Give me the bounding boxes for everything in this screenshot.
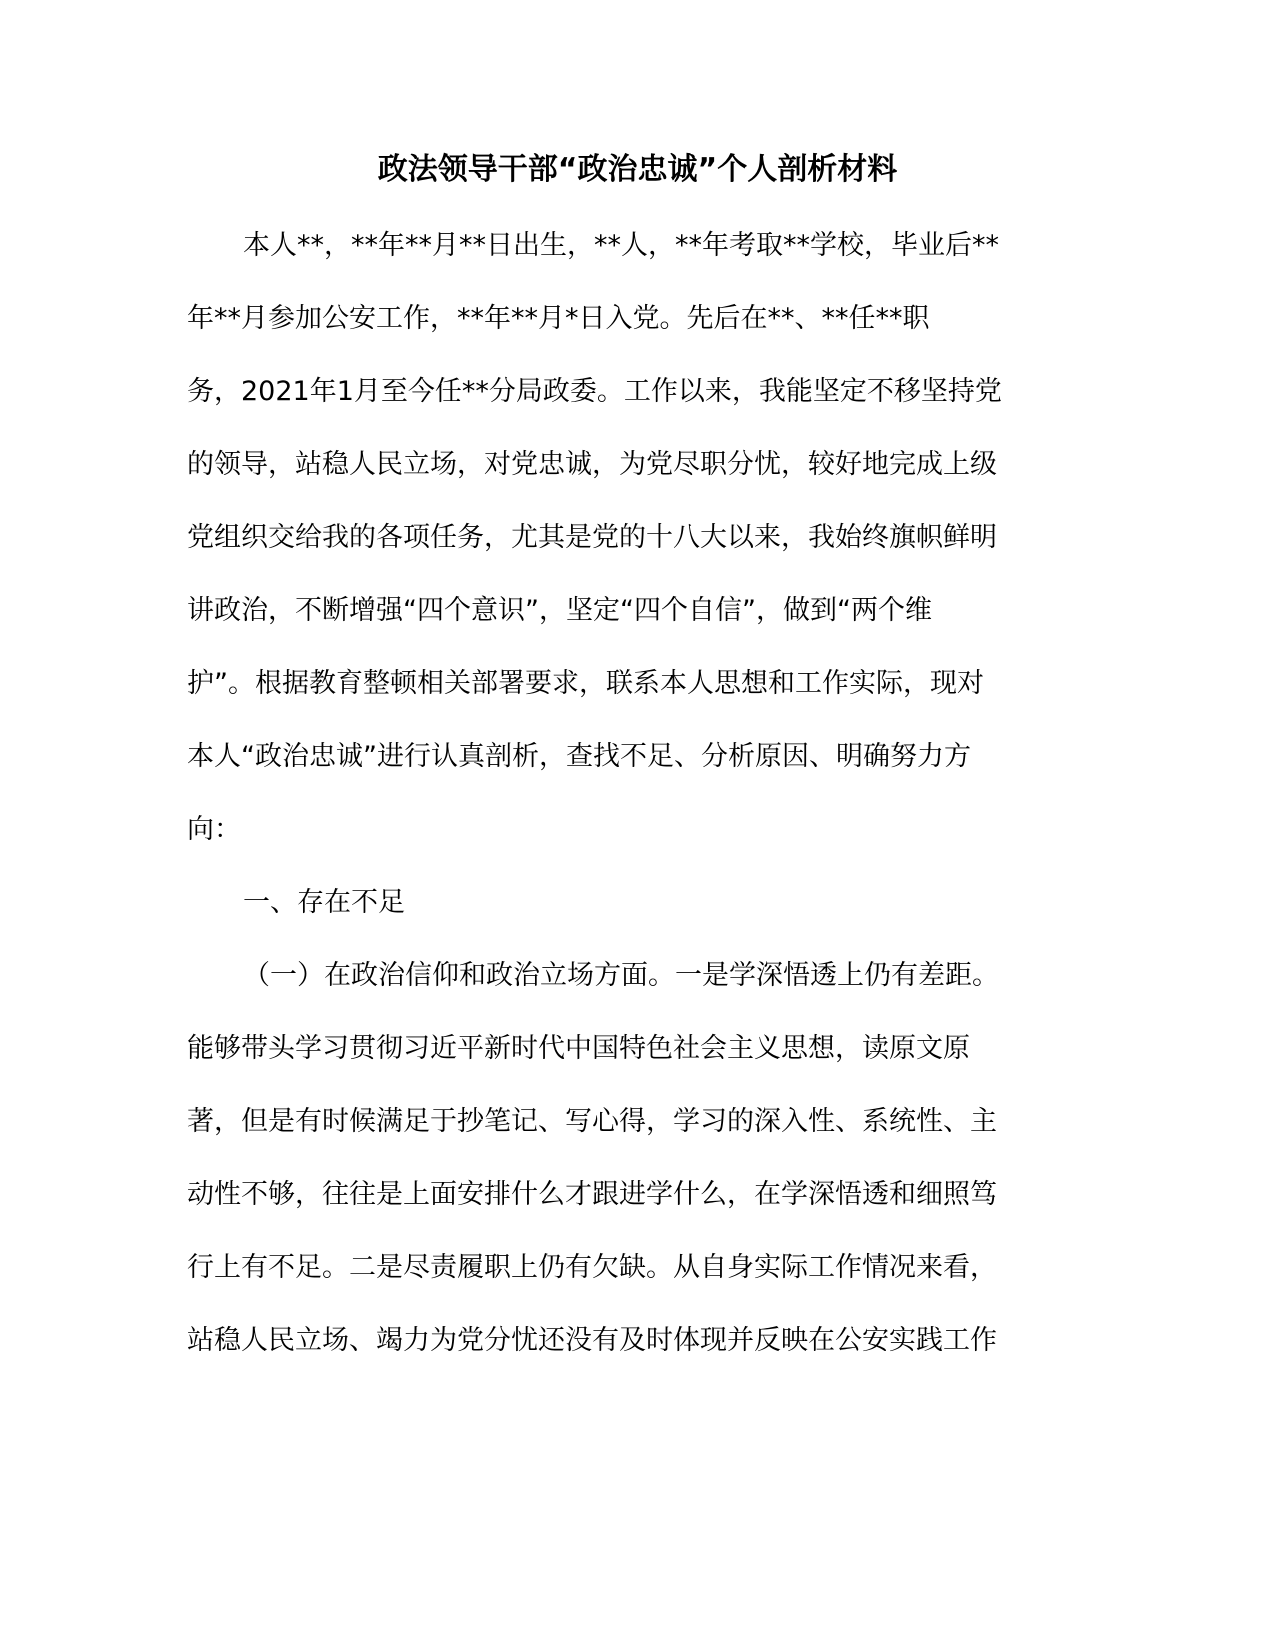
paragraph-line: 站稳人民立场、竭力为党分忧还没有及时体现并反映在公安实践工作 (187, 1325, 997, 1356)
document-title: 政法领导干部“政治忠诚”个人剖析材料 (377, 152, 898, 187)
paragraph-line: 动性不够，往往是上面安排什么才跟进学什么，在学深悟透和细照笃 (187, 1179, 997, 1210)
paragraph-line: 的领导，站稳人民立场，对党忠诚，为党尽职分忧，较好地完成上级 (187, 449, 997, 480)
paragraph-line: 本人“政治忠诚”进行认真剖析，查找不足、分析原因、明确努力方 (187, 741, 971, 772)
paragraph-line: （一）在政治信仰和政治立场方面。一是学深悟透上仍有差距。 (243, 960, 999, 991)
paragraph-line: 年**月参加公安工作，**年**月*日入党。先后在**、**任**职 (187, 303, 930, 334)
paragraph-line: 务，2021年1月至今任**分局政委。工作以来，我能坚定不移坚持党 (187, 376, 1002, 407)
paragraph-line: 行上有不足。二是尽责履职上仍有欠缺。从自身实际工作情况来看， (187, 1252, 997, 1283)
paragraph-line: 讲政治，不断增强“四个意识”，坚定“四个自信”，做到“两个维 (187, 595, 932, 626)
paragraph-line: 护”。根据教育整顿相关部署要求，联系本人思想和工作实际，现对 (187, 668, 984, 699)
paragraph-line: 著，但是有时候满足于抄笔记、写心得，学习的深入性、系统性、主 (187, 1106, 997, 1137)
section-heading: 一、存在不足 (243, 887, 405, 918)
paragraph-line: 能够带头学习贯彻习近平新时代中国特色社会主义思想，读原文原 (187, 1033, 970, 1064)
paragraph-line: 党组织交给我的各项任务，尤其是党的十八大以来，我始终旗帜鲜明 (187, 522, 997, 553)
paragraph-line: 向： (187, 814, 241, 845)
paragraph-line: 本人**，**年**月**日出生，**人，**年考取**学校，毕业后** (243, 230, 999, 261)
